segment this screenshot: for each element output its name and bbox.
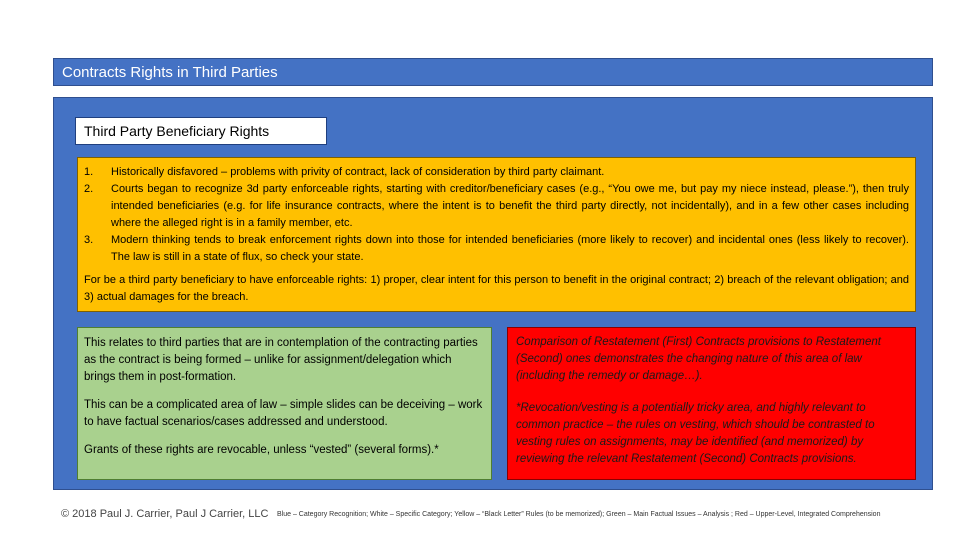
- list-item: [84, 164, 909, 181]
- rules-summary: For be a third party beneficiary to have enforceable rights: 1) proper, clear intent for this person to benefit in the original contract; 2) breach of the relevant obligation; and 3) actual damages for the breach.: [84, 274, 909, 303]
- green-paragraph-3: Grants of these rights are revocable, unless “vested” (several forms).*: [84, 444, 439, 456]
- list-number: 3.: [84, 234, 94, 246]
- rules-list: [84, 164, 909, 266]
- red-paragraph-1: Comparison of Restatement (First) Contracts provisions to Restatement (Second) ones demonstrates the changing nature of this area of law (including the remedy or damage…).: [516, 336, 881, 382]
- list-text: Courts began to recognize 3d party enforceable rights, starting with creditor/beneficiary cases (e.g., “You owe me, but pay my niece instead, please.”), then truly intended beneficiaries (e.g. for life insurance contracts, where the intent is to benefit the third party directly, not incidentally), and in a few other cases including where the alleged right is in a family member, etc.: [111, 183, 909, 229]
- list-text: Modern thinking tends to break enforcement rights down into those for intended beneficiaries (more likely to recover) and incidental ones (less likely to recover). The law is still in a state of flux, so check your state.: [111, 234, 909, 263]
- list-number: 1.: [84, 166, 94, 178]
- list-item: [84, 181, 909, 232]
- copyright-notice: © 2018 Paul J. Carrier, Paul J Carrier, LLC: [61, 508, 269, 520]
- list-number: 2.: [84, 183, 94, 195]
- upper-level-box: [507, 327, 916, 480]
- factual-issues-box: [77, 327, 492, 480]
- green-paragraph-1: This relates to third parties that are in contemplation of the contracting parties as the contract is being formed – unlike for assignment/delegation which brings them in post-formation.: [84, 337, 478, 383]
- black-letter-rules-box: [77, 157, 916, 312]
- slide-title: Contracts Rights in Third Parties: [53, 58, 933, 86]
- color-legend: Blue – Category Recognition; White – Specific Category; Yellow – “Black Letter” Rules (to be memorized); Green – Main Factual Issues – Analysis ; Red – Upper-Level, Integrated Comprehension: [277, 511, 881, 518]
- green-paragraph-2: This can be a complicated area of law – simple slides can be deceiving – work to have factual scenarios/cases addressed and understood.: [84, 399, 483, 428]
- list-item: [84, 232, 909, 266]
- red-paragraph-2: *Revocation/vesting is a potentially tricky area, and highly relevant to common practice – the rules on vesting, which should be contrasted to vesting rules on assignments, may be identified (and memorized) by reviewing the relevant Restatement (Second) Contracts provisions.: [516, 402, 875, 465]
- list-text: Historically disfavored – problems with privity of contract, lack of consideration by third party claimant.: [111, 166, 605, 178]
- main-panel: [53, 97, 933, 490]
- section-subtitle: Third Party Beneficiary Rights: [75, 117, 327, 145]
